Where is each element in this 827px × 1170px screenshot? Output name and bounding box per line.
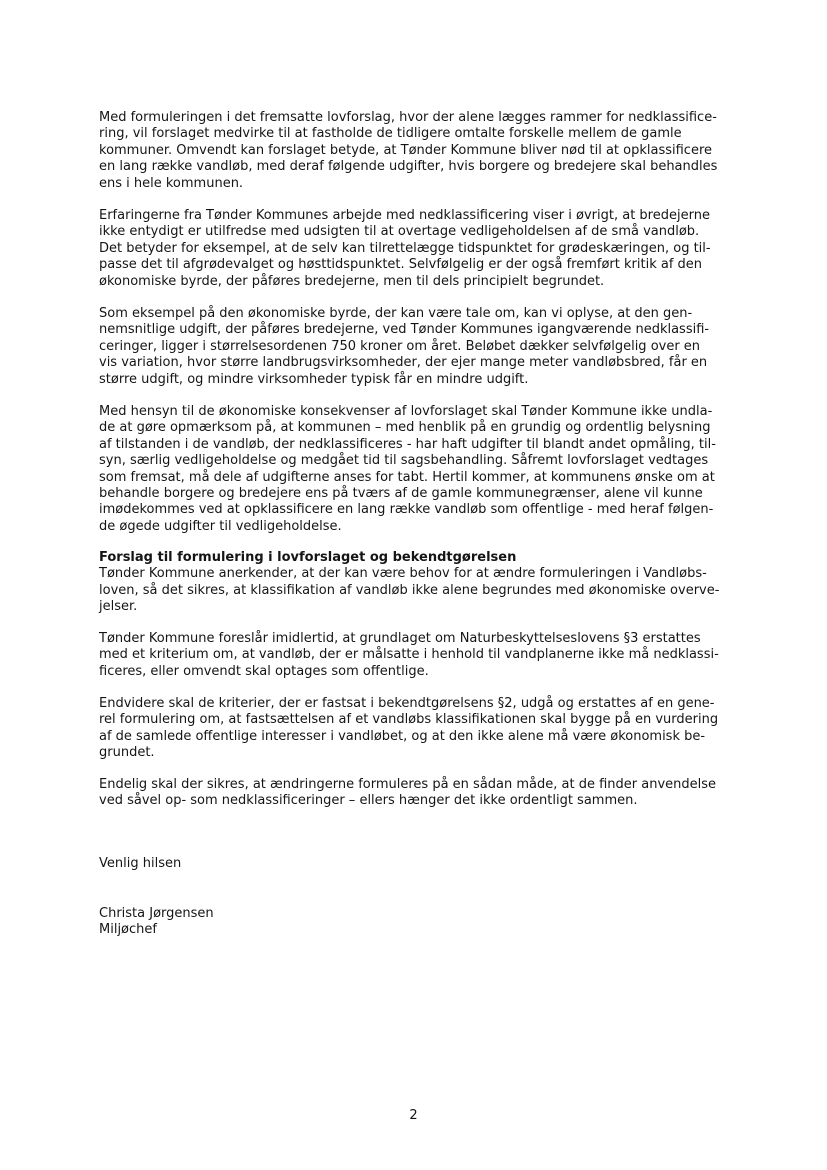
paragraph-1-line: en lang række vandløb, med deraf følgende udgifter, hvis borgere og bredejere skal behandles [99,159,718,175]
paragraph-8-line: Endelig skal der sikres, at ændringerne formuleres på en sådan måde, at de finder anvendelse [99,777,717,792]
paragraph-5-line: jelser. [99,599,138,615]
paragraph-6-line: ficeres, eller omvendt skal optages som offentlige. [99,663,429,679]
paragraph-1-line: kommuner. Omvendt kan forslaget betyde, at Tønder Kommune bliver nød til at opklassificere [99,142,712,158]
signer-name: Christa Jørgensen [99,906,214,921]
paragraph-4-line: imødekommes ved at opklassificere en lang række vandløb som offentlige - med heraf følgen- [99,502,714,518]
paragraph-2-line: økonomiske byrde, der påføres bredejerne, men til dels principielt begrundet. [99,273,605,289]
paragraph-2-line: Erfaringerne fra Tønder Kommunes arbejde med nedklassificering viser i øvrigt, at bredejerne [99,208,710,223]
paragraph-4-line: syn, særlig vedligeholdelse og medgået tid til sagsbehandling. Såfremt lovforslaget vedtages [99,453,709,469]
paragraph-5-line: loven, så det sikres, at klassifikation af vandløb ikke alene begrundes med økonomiske overve- [99,582,720,598]
paragraph-1-line: Med formuleringen i det fremsatte lovforslag, hvor der alene lægges rammer for nedklassifice- [99,110,717,125]
paragraph-7-line: rel formulering om, at fastsættelsen af et vandløbs klassifikationen skal bygge på en vurdering [99,712,719,728]
paragraph-3-line: Som eksempel på den økonomiske byrde, der kan være tale om, kan vi oplyse, at den gen- [99,306,693,321]
paragraph-4-line: de øgede udgifter til vedligeholdelse. [99,518,342,534]
paragraph-4-line: behandle borgere og bredejere ens på tværs af de gamle kommunegrænser, alene vil kunne [99,486,703,501]
paragraph-6-line: Tønder Kommune foreslår imidlertid, at grundlaget om Naturbeskyttelseslovens §3 erstattes [99,631,701,646]
paragraph-8-line: ved såvel op- som nedklassificeringer – ellers hænger det ikke ordentligt sammen. [99,793,638,809]
paragraph-4-line: af tilstanden i de vandløb, der nedklassificeres - har haft udgifter til blandt andet opmåling, til- [99,436,716,452]
paragraph-7-line: af de samlede offentlige interesser i vandløbet, og at den ikke alene må være økonomisk be- [99,728,706,744]
paragraph-3-line: nemsnitlige udgift, der påføres bredejerne, ved Tønder Kommunes igangværende nedklassifi- [99,322,710,338]
paragraph-3-line: større udgift, og mindre virksomheder typisk får en mindre udgift. [99,371,529,387]
paragraph-4-line: de at gøre opmærksom på, at kommunen – med henblik på en grundig og ordentlig belysning [99,420,711,436]
page-number: 2 [409,1108,418,1123]
paragraph-6-line: med et kriterium om, at vandløb, der er målsatte i henhold til vandplanerne ikke må nedklassi- [99,647,719,663]
paragraph-2-line: Det betyder for eksempel, at de selv kan tilrettelægge tidspunktet for grødeskæringen, og til- [99,240,711,256]
paragraph-3-line: vis variation, hvor større landbrugsvirksomheder, der ejer mange meter vandløbsbred, får en [99,355,708,371]
paragraph-1-line: ens i hele kommunen. [99,175,244,191]
signer-title: Miljøchef [99,922,157,938]
paragraph-5-line: Tønder Kommune anerkender, at der kan være behov for at ændre formuleringen i Vandløbs- [99,566,707,582]
paragraph-7-line: Endvidere skal de kriterier, der er fastsat i bekendtgørelsens §2, udgå og erstattes af en gene- [99,696,715,711]
paragraph-4-line: som fremsat, må dele af udgifterne anses for tabt. Hertil kommer, at kommunens ønske om at [99,469,715,485]
closing-greeting: Venlig hilsen [99,856,182,871]
section-heading: Forslag til formulering i lovforslaget og bekendtgørelsen [99,550,517,565]
paragraph-4-line: Med hensyn til de økonomiske konsekvenser af lovforslaget skal Tønder Kommune ikke undla- [99,404,713,419]
paragraph-1-line: ring, vil forslaget medvirke til at fastholde de tidligere omtalte forskelle mellem de gamle [99,126,682,142]
paragraph-3-line: ceringer, ligger i størrelsesordenen 750 kroner om året. Beløbet dækker selvfølgelig over en [99,338,701,354]
paragraph-2-line: ikke entydigt er utilfredse med udsigten til at overtage vedligeholdelsen af de små vandløb. [99,224,700,240]
paragraph-2-line: passe det til afgrødevalget og høsttidspunktet. Selvfølgelig er der også fremført kritik af den [99,257,703,273]
paragraph-7-line: grundet. [99,745,155,761]
